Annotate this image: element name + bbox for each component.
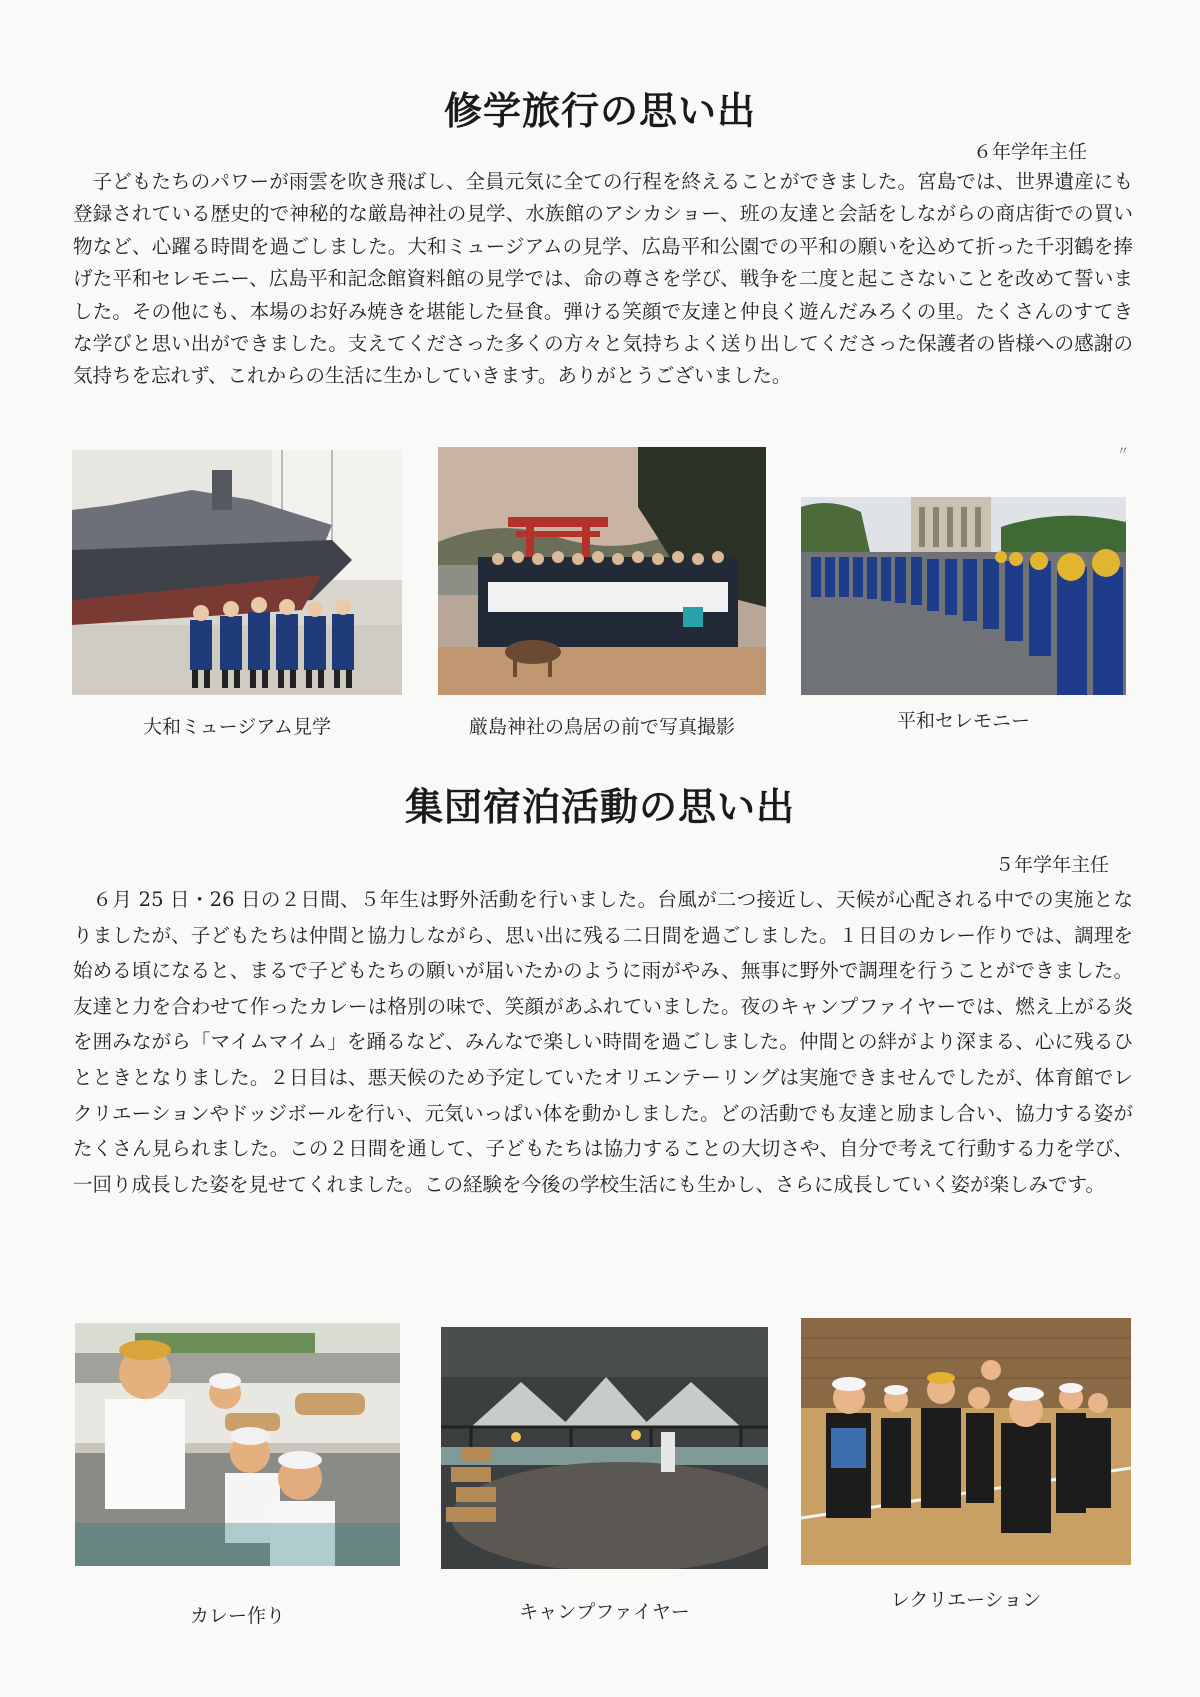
photo-campfire <box>441 1327 768 1569</box>
section2-byline: ５年学年主任 <box>995 854 1110 876</box>
caption-recreation: レクリエーション <box>890 1589 1042 1611</box>
photo-peace-ceremony <box>801 497 1126 695</box>
section2-title: 集団宿泊活動の思い出 <box>404 785 795 829</box>
caption-peace-ceremony: 平和セレモニー <box>896 710 1030 732</box>
caption-curry-cooking: カレー作り <box>189 1605 285 1627</box>
section1-byline: ６年学年主任 <box>973 141 1088 163</box>
scan-mark: 〃 <box>1117 444 1130 458</box>
photo-yamato-museum <box>72 450 402 695</box>
photo-curry-cooking <box>75 1323 400 1566</box>
section1-body: 子どもたちのパワーが雨雲を吹き飛ばし、全員元気に全ての行程を終えることができました。宮島では、世界遺産にも登録されている歴史的で神秘的な厳島神社の見学、水族館のアシカショー、班の友達と会話をしながらの商店街での買い物など、心躍る時間を過ごしました。大和ミュージアムの見学、広島平和公園での平和の願いを込めて折った千羽鶴を捧げた平和セレモニー、広島平和記念館資料館の見学では、命の尊さを学び、戦争を二度と起こさないことを改めて誓いました。その他にも、本場のお好み焼きを堪能した昼食。弾ける笑顔で友達と仲良く遊んだみろくの里。たくさんのすてきな学びと思い出ができました。支えてくださった多くの方々と気持ちよく送り出してくださった保護者の皆様への感謝の気持ちを忘れず、これからの生活に生かしていきます。ありがとうございました。 <box>73 170 1133 388</box>
section2-body: ６月 25 日・26 日の２日間、５年生は野外活動を行いました。台風が二つ接近し、天候が心配される中での実施となりましたが、子どもたちは仲間と協力しながら、思い出に残る二日間を過ごしました。１日目のカレー作りでは、調理を始める頃になると、まるで子どもたちの願いが届いたかのように雨がやみ、無事に野外で調理を行うことができました。友達と力を合わせて作ったカレーは格別の味で、笑顔があふれていました。夜のキャンプファイヤーでは、燃え上がる炎を囲みながら「マイムマイム」を踊るなど、みんなで楽しい時間を過ごしました。仲間との絆がより深まる、心に残るひとときとなりました。２日目は、悪天候のため予定していたオリエンテーリングは実施できませんでしたが、体育館でレクリエーションやドッジボールを行い、元気いっぱい体を動かしました。どの活動でも友達と励まし合い、協力する姿がたくさん見られました。この２日間を通して、子どもたちは協力することの大切さや、自分で考えて行動する力を学び、一回り成長した姿を見せてくれました。この経験を今後の学校生活にも生かし、さらに成長していく姿が楽しみです。 <box>73 888 1133 1196</box>
photo-recreation <box>801 1318 1131 1565</box>
caption-yamato-museum: 大和ミュージアム見学 <box>143 716 331 738</box>
photo-itsukushima-torii <box>438 447 766 695</box>
caption-itsukushima-torii: 厳島神社の鳥居の前で写真撮影 <box>468 716 735 738</box>
section1-title: 修学旅行の思い出 <box>443 89 756 133</box>
caption-campfire: キャンプファイヤー <box>519 1601 690 1623</box>
